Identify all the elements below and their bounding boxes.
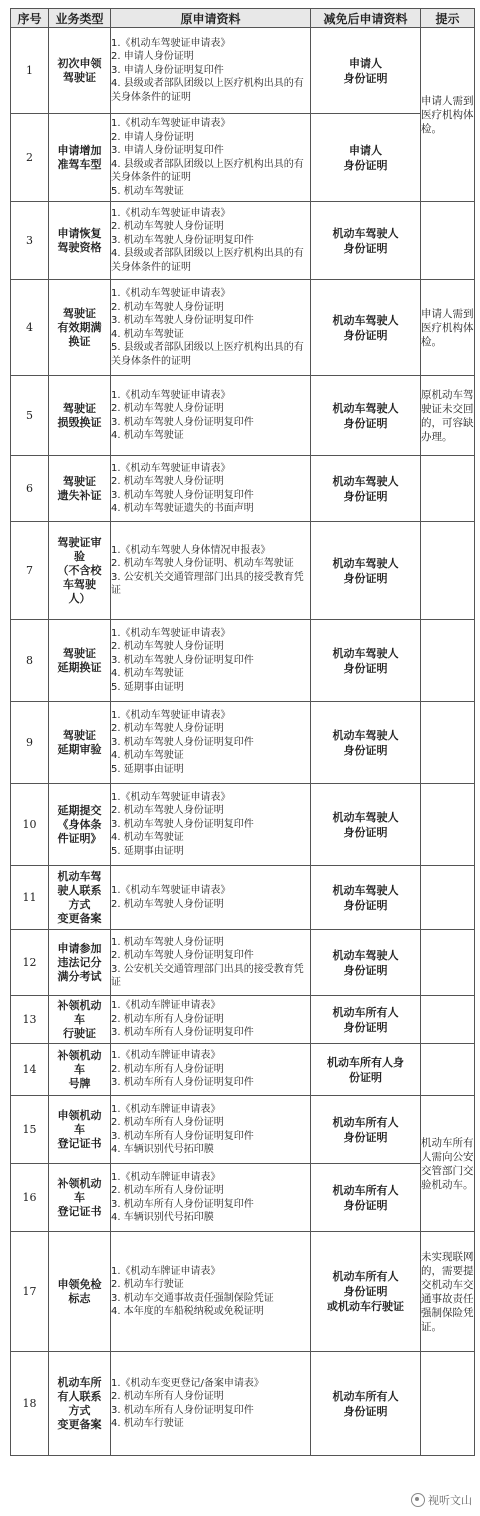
material-item: 1.《机动车牌证申请表》: [111, 1103, 221, 1115]
note-cell: [421, 202, 475, 280]
row-number: 10: [11, 784, 49, 866]
table-row: [11, 28, 475, 114]
original-materials: [111, 1164, 311, 1232]
material-item: 4. 机动车驾驶证: [111, 430, 184, 441]
material-item: 1. 机动车驾驶人身份证明: [111, 936, 224, 948]
material-item: 3. 机动车驾驶人身份证明复印件: [111, 416, 254, 428]
material-item: 3. 申请人身份证明复印件: [111, 64, 224, 76]
material-item: 3. 机动车交通事故责任强制保险凭证: [111, 1292, 274, 1304]
material-item: 1.《机动车驾驶证申请表》: [111, 288, 231, 299]
table-row: [11, 1232, 475, 1352]
material-item: 1.《机动车牌证申请表》: [111, 1050, 221, 1062]
table-row: [11, 996, 475, 1044]
reduced-materials: 机动车驾驶人 身份证明: [311, 280, 421, 376]
reduced-materials: 机动车驾驶人 身份证明: [311, 784, 421, 866]
wechat-icon: [411, 1493, 425, 1507]
material-item: 3. 机动车所有人身份证明复印件: [111, 1198, 254, 1210]
reduced-materials: 机动车所有人 身份证明: [311, 1096, 421, 1164]
material-item: 2. 机动车所有人身份证明: [111, 1185, 224, 1196]
table-row: [11, 1096, 475, 1164]
material-item: 2. 机动车驾驶人身份证明: [111, 805, 224, 817]
material-item: 4. 机动车驾驶证: [111, 832, 184, 844]
material-item: 4. 机动车行驶证: [111, 1418, 184, 1429]
business-type: 申领免检 标志: [49, 1232, 111, 1352]
material-item: 4. 县级或者部队团级以上医疗机构出具的有关身体条件的证明: [111, 78, 304, 103]
reduced-materials: 申请人 身份证明: [311, 114, 421, 202]
reduced-materials: 机动车驾驶人 身份证明: [311, 522, 421, 620]
material-item: 5. 延期事由证明: [111, 681, 184, 693]
original-materials: [111, 930, 311, 996]
material-item: 4. 县级或者部队团级以上医疗机构出具的有关身体条件的证明: [111, 248, 304, 273]
note-cell: 未实现联网的，需要提交机动车交通事故责任强制保险凭证。: [421, 1232, 475, 1352]
material-item: 2. 申请人身份证明: [111, 51, 194, 63]
note-cell: 机动车所有人需向公安交管部门交验机动车。: [421, 1096, 475, 1232]
row-number: 17: [11, 1232, 49, 1352]
material-item: 3. 公安机关交通管理部门出具的接受教育凭证: [111, 963, 304, 988]
material-item: 2. 申请人身份证明: [111, 131, 194, 143]
material-item: 2. 机动车驾驶人身份证明: [111, 476, 224, 487]
original-materials: [111, 620, 311, 702]
table-row: [11, 1352, 475, 1456]
business-type: 机动车驾 驶人联系 方式 变更备案: [49, 866, 111, 930]
business-type: 驾驶证审 验 （不含校 车驾驶 人）: [49, 522, 111, 620]
original-materials: [111, 456, 311, 522]
business-type: 延期提交 《身体条 件证明》: [49, 784, 111, 866]
reduced-materials: 机动车驾驶人 身份证明: [311, 866, 421, 930]
reduced-materials: 机动车驾驶人 身份证明: [311, 702, 421, 784]
watermark-text: 视听文山: [428, 1494, 472, 1507]
material-item: 2. 机动车驾驶人身份证明、机动车驾驶证: [111, 558, 294, 569]
material-item: 4. 机动车驾驶证: [111, 750, 184, 762]
row-number: 6: [11, 456, 49, 522]
business-type: 驾驶证 延期审验: [49, 702, 111, 784]
business-type: 申请增加 准驾车型: [49, 114, 111, 202]
original-materials: [111, 376, 311, 456]
row-number: 14: [11, 1044, 49, 1096]
material-item: 1.《机动车牌证申请表》: [111, 1171, 221, 1183]
row-number: 3: [11, 202, 49, 280]
material-item: 2. 机动车驾驶人身份证明: [111, 301, 224, 313]
material-item: 3. 申请人身份证明复印件: [111, 145, 224, 156]
reduced-materials: 机动车驾驶人 身份证明: [311, 376, 421, 456]
note-cell: [421, 702, 475, 784]
business-type: 申请恢复 驾驶资格: [49, 202, 111, 280]
original-materials: [111, 1096, 311, 1164]
material-item: 1.《机动车驾驶人身体情况申报表》: [111, 544, 271, 556]
material-item: 2. 机动车行驶证: [111, 1279, 184, 1290]
row-number: 2: [11, 114, 49, 202]
material-item: 1.《机动车驾驶证申请表》: [111, 885, 231, 896]
material-item: 1.《机动车变更登记/备案申请表》: [111, 1377, 264, 1389]
row-number: 15: [11, 1096, 49, 1164]
material-item: 1.《机动车驾驶证申请表》: [111, 389, 231, 401]
original-materials: [111, 784, 311, 866]
material-item: 2. 机动车驾驶人身份证明: [111, 641, 224, 653]
table-row: [11, 522, 475, 620]
note-cell: [421, 1044, 475, 1096]
row-number: 8: [11, 620, 49, 702]
original-materials: [111, 1044, 311, 1096]
business-type: 驾驶证 损毁换证: [49, 376, 111, 456]
row-number: 9: [11, 702, 49, 784]
reduced-materials: 机动车所有人 身份证明: [311, 1164, 421, 1232]
table-row: [11, 114, 475, 202]
note-cell: 原机动车驾驶证未交回的，可容缺办理。: [421, 376, 475, 456]
note-cell: 申请人需到医疗机构体检。: [421, 28, 475, 202]
material-item: 3. 机动车驾驶人身份证明复印件: [111, 489, 254, 501]
row-number: 4: [11, 280, 49, 376]
note-cell: 申请人需到医疗机构体检。: [421, 280, 475, 376]
business-type: 驾驶证 有效期满 换证: [49, 280, 111, 376]
table-row: [11, 280, 475, 376]
material-item: 2. 机动车驾驶人身份证明复印件: [111, 950, 254, 961]
material-item: 1.《机动车驾驶证申请表》: [111, 37, 231, 49]
table-row: [11, 202, 475, 280]
reduced-materials: 申请人 身份证明: [311, 28, 421, 114]
reduced-materials: 机动车所有人 身份证明: [311, 996, 421, 1044]
material-item: 3. 机动车所有人身份证明复印件: [111, 1130, 254, 1142]
material-item: 2. 机动车所有人身份证明: [111, 1013, 224, 1025]
original-materials: [111, 28, 311, 114]
business-type: 补领机动 车 号牌: [49, 1044, 111, 1096]
material-item: 3. 机动车驾驶人身份证明复印件: [111, 736, 254, 748]
business-type: 驾驶证 延期换证: [49, 620, 111, 702]
row-number: 18: [11, 1352, 49, 1456]
business-type: 补领机动 车 登记证书: [49, 1164, 111, 1232]
table-row: [11, 866, 475, 930]
original-materials: [111, 1232, 311, 1352]
note-cell: [421, 620, 475, 702]
table-row: [11, 620, 475, 702]
table-row: [11, 1164, 475, 1232]
table-row: [11, 784, 475, 866]
original-materials: [111, 1352, 311, 1456]
row-number: 12: [11, 930, 49, 996]
row-number: 16: [11, 1164, 49, 1232]
row-number: 11: [11, 866, 49, 930]
table-row: [11, 1044, 475, 1096]
header-note: 提示: [421, 9, 475, 28]
table-body: [11, 28, 475, 1456]
table-row: [11, 930, 475, 996]
material-item: 1.《机动车驾驶证申请表》: [111, 791, 231, 803]
row-number: 13: [11, 996, 49, 1044]
note-cell: [421, 456, 475, 522]
business-type: 驾驶证 遗失补证: [49, 456, 111, 522]
material-item: 2. 机动车所有人身份证明: [111, 1391, 224, 1402]
material-item: 3. 机动车驾驶人身份证明复印件: [111, 315, 254, 326]
reduced-materials: 机动车驾驶人 身份证明: [311, 930, 421, 996]
note-cell: [421, 1352, 475, 1456]
material-item: 5. 县级或者部队团级以上医疗机构出具的有关身体条件的证明: [111, 342, 304, 367]
note-cell: [421, 930, 475, 996]
watermark: [411, 1492, 472, 1508]
material-item: 2. 机动车驾驶人身份证明: [111, 221, 224, 233]
material-item: 3. 机动车所有人身份证明复印件: [111, 1404, 254, 1416]
reduced-materials: 机动车所有人身 份证明: [311, 1044, 421, 1096]
material-item: 1.《机动车驾驶证申请表》: [111, 462, 231, 474]
material-item: 3. 机动车驾驶人身份证明复印件: [111, 818, 254, 830]
material-item: 2. 机动车驾驶人身份证明: [111, 723, 224, 735]
material-item: 4. 机动车驾驶证遗失的书面声明: [111, 503, 254, 514]
original-materials: [111, 702, 311, 784]
original-materials: [111, 522, 311, 620]
table-row: [11, 376, 475, 456]
material-item: 4. 车辆识别代号拓印膜: [111, 1144, 214, 1155]
business-type: 补领机动 车 行驶证: [49, 996, 111, 1044]
business-type: 申领机动 车 登记证书: [49, 1096, 111, 1164]
material-item: 3. 机动车所有人身份证明复印件: [111, 1027, 254, 1039]
material-item: 4. 车辆识别代号拓印膜: [111, 1212, 214, 1223]
header-type: 业务类型: [49, 9, 111, 28]
material-item: 2. 机动车驾驶人身份证明: [111, 898, 224, 910]
business-type: 机动车所 有人联系 方式 变更备案: [49, 1352, 111, 1456]
reduced-materials: 机动车驾驶人 身份证明: [311, 456, 421, 522]
header-no: 序号: [11, 9, 49, 28]
original-materials: [111, 114, 311, 202]
material-item: 1.《机动车驾驶证申请表》: [111, 709, 231, 721]
material-item: 3. 机动车驾驶人身份证明复印件: [111, 654, 254, 666]
row-number: 5: [11, 376, 49, 456]
original-materials: [111, 866, 311, 930]
material-item: 5. 延期事由证明: [111, 845, 184, 857]
data-table: [10, 8, 475, 1456]
table-header-row: [11, 9, 475, 28]
material-item: 3. 机动车所有人身份证明复印件: [111, 1077, 254, 1089]
reduced-materials: 机动车驾驶人 身份证明: [311, 620, 421, 702]
reduced-materials: 机动车所有人 身份证明 或机动车行驶证: [311, 1232, 421, 1352]
table-row: [11, 456, 475, 522]
material-item: 2. 机动车所有人身份证明: [111, 1063, 224, 1075]
material-item: 1.《机动车牌证申请表》: [111, 1265, 221, 1277]
business-type: 初次申领 驾驶证: [49, 28, 111, 114]
reduced-materials: 机动车所有人 身份证明: [311, 1352, 421, 1456]
material-item: 5. 延期事由证明: [111, 763, 184, 775]
business-type: 申请参加 违法记分 满分考试: [49, 930, 111, 996]
material-item: 1.《机动车驾驶证申请表》: [111, 118, 231, 129]
material-item: 4. 县级或者部队团级以上医疗机构出具的有关身体条件的证明: [111, 158, 304, 183]
material-item: 3. 机动车驾驶人身份证明复印件: [111, 234, 254, 246]
original-materials: [111, 280, 311, 376]
material-item: 4. 机动车驾驶证: [111, 668, 184, 680]
header-reduced: 减免后申请资料: [311, 9, 421, 28]
material-item: 1.《机动车驾驶证申请表》: [111, 627, 231, 639]
header-original: 原申请资料: [111, 9, 311, 28]
material-item: 1.《机动车驾驶证申请表》: [111, 207, 231, 219]
reduced-materials: 机动车驾驶人 身份证明: [311, 202, 421, 280]
note-cell: [421, 784, 475, 866]
note-cell: [421, 866, 475, 930]
table-row: [11, 702, 475, 784]
original-materials: [111, 996, 311, 1044]
row-number: 7: [11, 522, 49, 620]
original-materials: [111, 202, 311, 280]
material-item: 2. 机动车所有人身份证明: [111, 1117, 224, 1128]
material-item: 5. 机动车驾驶证: [111, 185, 184, 197]
material-item: 4. 本年度的车船税纳税或免税证明: [111, 1306, 264, 1317]
note-cell: [421, 522, 475, 620]
row-number: 1: [11, 28, 49, 114]
note-cell: [421, 996, 475, 1044]
material-item: 3. 公安机关交通管理部门出具的接受教育凭证: [111, 571, 304, 596]
material-item: 4. 机动车驾驶证: [111, 328, 184, 340]
material-item: 2. 机动车驾驶人身份证明: [111, 403, 224, 414]
material-item: 1.《机动车牌证申请表》: [111, 1000, 221, 1012]
